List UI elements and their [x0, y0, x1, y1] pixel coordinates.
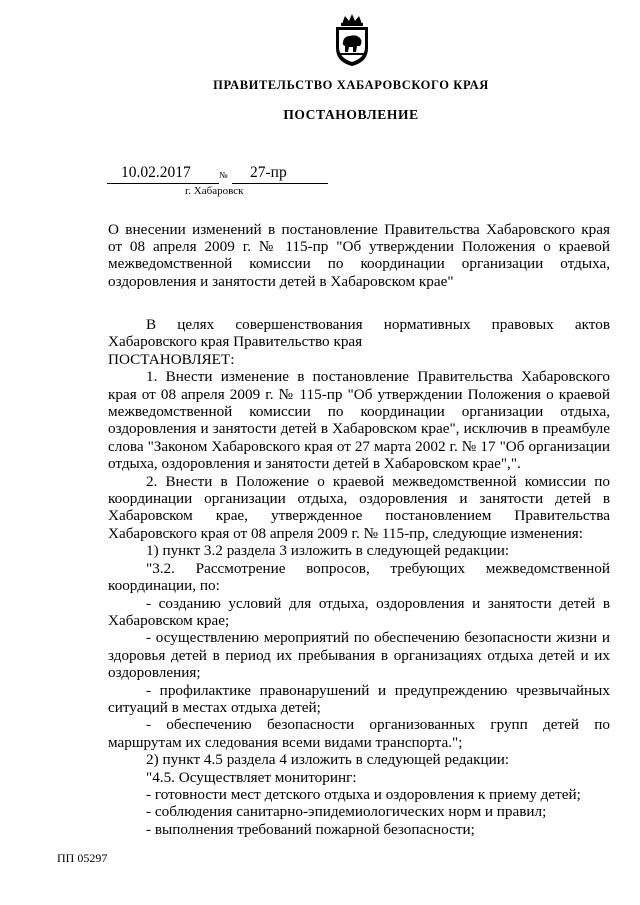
paragraph: - выполнения требований пожарной безопасности;: [146, 820, 475, 838]
document-body: [108, 316, 610, 838]
paragraph: "3.2. Рассмотрение вопросов, требующих межведомственной координации, по:: [108, 559, 610, 595]
paragraph: 1. Внести изменение в постановление Правительства Хабаровского края от 08 апреля 2009 г. № 115-пр "Об утверждении Положения о краевой межведомственной комиссии по координации организации отдыха, оздоровления и занятости детей в Хабаровском крае", исключив в преамбуле слова "Законом Хабаровского края от 27 марта 2002 г. № 17 "Об организации отдыха, оздоровления и занятости детей в Хабаровском крае",".: [108, 368, 610, 473]
number-sign: №: [219, 170, 228, 180]
organization-name: ПРАВИТЕЛЬСТВО ХАБАРОВСКОГО КРАЯ: [213, 78, 489, 92]
intro-paragraph: В целях совершенствования нормативных правовых актов Хабаровского края Правительство края: [108, 316, 610, 351]
document-date: 10.02.2017: [107, 164, 219, 184]
paragraph: - созданию условий для отдыха, оздоровления и занятости детей в Хабаровском крае;: [108, 594, 610, 629]
paragraph: - готовности мест детского отдыха и оздоровления к приему детей;: [146, 785, 581, 803]
city-name: г. Хабаровск: [185, 185, 244, 197]
paragraph: "4.5. Осуществляет мониторинг:: [146, 768, 357, 786]
paragraph: - профилактике правонарушений и предупреждению чрезвычайных ситуаций в местах отдыха детей;: [108, 681, 610, 716]
khabarovsk-coat-of-arms-icon: [330, 12, 374, 68]
paragraph: - соблюдения санитарно-эпидемиологических норм и правил;: [146, 803, 547, 821]
decree-word: ПОСТАНОВЛЯЕТ:: [108, 350, 235, 368]
paragraph: 1) пункт 3.2 раздела 3 изложить в следующей редакции:: [146, 542, 510, 560]
paragraph: 2) пункт 4.5 раздела 4 изложить в следующей редакции:: [146, 751, 510, 769]
paragraph: - обеспечению безопасности организованных групп детей по маршрутам их следования всеми видами транспорта.";: [108, 716, 610, 751]
document-title: О внесении изменений в постановление Правительства Хабаровского края от 08 апреля 2009 г. № 115-пр "Об утверждении Положения о краевой межведомственной комиссии по координации организации отдыха, оздоровления и занятости детей в Хабаровском крае": [108, 221, 610, 290]
footer-code: ПП 05297: [57, 851, 108, 865]
document-type: ПОСТАНОВЛЕНИЕ: [283, 107, 419, 122]
paragraph: - осуществлению мероприятий по обеспечению безопасности жизни и здоровья детей в период их пребывания в организациях отдыха детей и их оздоровления;: [108, 629, 610, 682]
document-number: 27-пр: [232, 164, 328, 184]
paragraph: 2. Внести в Положение о краевой межведомственной комиссии по координации организации отдыха, оздоровления и занятости детей в Хабаровском крае, утвержденное постановлением Правительства Хабаровского края от 08 апреля 2009 г. № 115-пр, следующие изменения:: [108, 472, 610, 542]
